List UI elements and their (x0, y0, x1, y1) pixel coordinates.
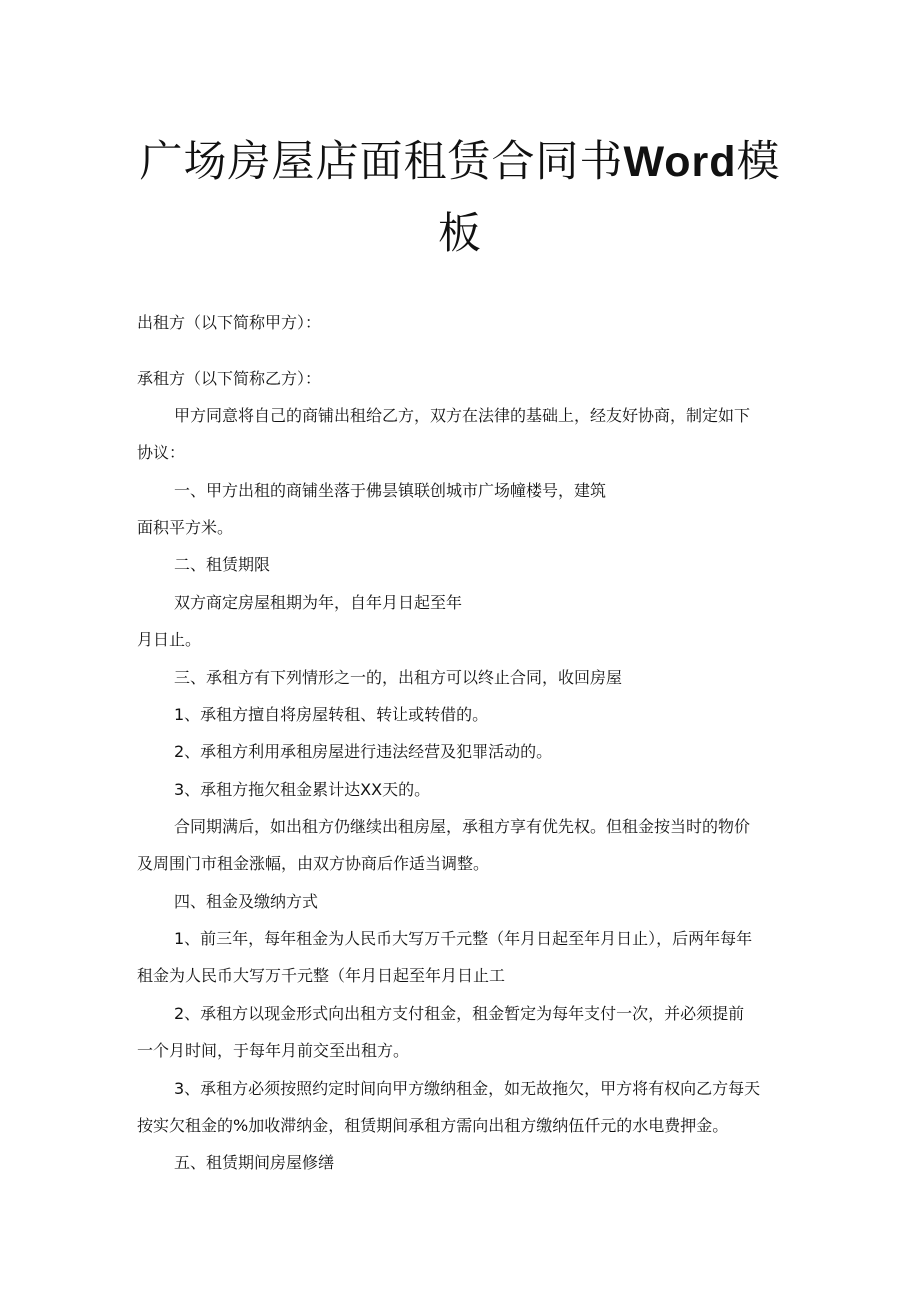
section-4-item-2: 2、承租方以现金形式向出租方支付租金，租金暂定为每年支付一次，并必须提前 (174, 1004, 745, 1023)
section-2-heading: 二、租赁期限 (174, 555, 271, 574)
section-4-item-1-cont: 租金为人民币大写万千元整（年月日起至年月日止工 (137, 966, 506, 985)
section-4-heading: 四、租金及缴纳方式 (174, 892, 319, 911)
section-5-heading: 五、租赁期间房屋修缮 (174, 1153, 335, 1172)
section-4-item-3-cont: 按实欠租金的%加收滞纳金，租赁期间承租方需向出租方缴纳伍仟元的水电费押金。 (137, 1116, 729, 1135)
section-3-paragraph-cont: 及周围门市租金涨幅，由双方协商后作适当调整。 (137, 854, 490, 873)
document-title-line-1 (100, 128, 820, 189)
section-3-item-2: 2、承租方利用承租房屋进行违法经营及犯罪活动的。 (174, 742, 553, 761)
section-1-paragraph-cont: 面积平方米。 (137, 518, 234, 537)
section-2-paragraph-cont: 月日止。 (137, 630, 202, 649)
section-3-paragraph: 合同期满后，如出租方仍继续出租房屋，承租方享有优先权。但租金按当时的物价 (174, 817, 751, 836)
section-4-item-3: 3、承租方必须按照约定时间向甲方缴纳租金，如无故拖欠，甲方将有权向乙方每天 (174, 1079, 761, 1098)
section-3-item-3: 3、承租方拖欠租金累计达XX天的。 (174, 780, 431, 799)
intro-paragraph: 甲方同意将自己的商铺出租给乙方，双方在法律的基础上，经友好协商，制定如下 (174, 406, 751, 425)
section-2-paragraph: 双方商定房屋租期为年，自年月日起至年 (174, 593, 463, 612)
document-title-line-2: 板 (438, 209, 482, 259)
title-chinese: 广场房屋店面租赁合同书 (139, 137, 624, 187)
lessee-line: 承租方（以下简称乙方）： (137, 369, 322, 388)
title-end: 模 (736, 137, 781, 187)
title-word: Word (623, 138, 737, 186)
lessor-line: 出租方（以下简称甲方）： (137, 313, 322, 332)
intro-paragraph-cont: 协议： (137, 443, 186, 462)
section-3-item-1: 1、承租方擅自将房屋转租、转让或转借的。 (174, 705, 489, 724)
section-4-item-2-cont: 一个月时间，于每年月前交至出租方。 (137, 1041, 410, 1060)
section-3-heading: 三、承租方有下列情形之一的，出租方可以终止合同，收回房屋 (174, 668, 623, 687)
section-4-item-1: 1、前三年，每年租金为人民币大写万千元整（年月日起至年月日止），后两年每年 (174, 929, 753, 948)
section-1-paragraph: 一、甲方出租的商铺坐落于佛昙镇联创城市广场幢楼号，建筑 (174, 481, 607, 500)
